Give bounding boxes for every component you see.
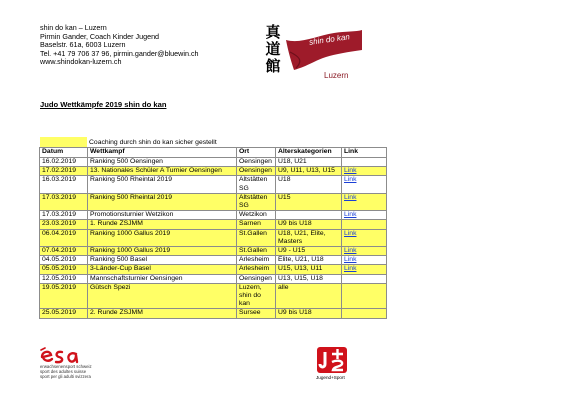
events-table [39, 147, 387, 319]
cell-date: 16.02.2019 [40, 158, 88, 167]
logo-kanji [262, 24, 284, 75]
event-link[interactable]: Link [344, 211, 357, 219]
table-row [40, 309, 387, 318]
cell-date: 07.04.2019 [40, 247, 88, 256]
cell-date: 04.05.2019 [40, 256, 88, 265]
logo-kanji-2: 道 [265, 40, 281, 58]
cell-event: 13. Nationales Schüler A Turnier Oensingen [88, 167, 237, 176]
page-title: Judo Wettkämpfe 2019 shin do kan [40, 100, 167, 109]
table-row [40, 265, 387, 274]
contact-name: shin do kan – Luzern [40, 23, 107, 32]
jugend-sport-label: Jugend+Sport [316, 375, 345, 380]
esa-subtitle-fr: sport des adultes suisse [40, 368, 87, 374]
cell-place: Sursee [237, 309, 276, 318]
table-row [40, 167, 387, 176]
cell-event: 3-Länder-Cup Basel [88, 265, 237, 274]
cell-place: Wetzikon [237, 211, 276, 220]
table-row [40, 274, 387, 283]
header-date: Datum [40, 148, 88, 158]
logo-kanji-3: 館 [265, 57, 281, 75]
cell-date: 16.03.2019 [40, 176, 88, 193]
logo-kanji-1: 真 [265, 23, 281, 41]
logo-banner-text: shin do kan [308, 32, 351, 47]
cell-place: Altstätten SG [237, 193, 276, 210]
cell-date: 17.02.2019 [40, 167, 88, 176]
cell-link [342, 158, 387, 167]
table-row [40, 256, 387, 265]
cell-date: 17.03.2019 [40, 193, 88, 210]
cell-event: Ranking 500 Rheintal 2019 [88, 193, 237, 210]
event-link[interactable]: Link [344, 167, 357, 175]
cell-place: Oensingen [237, 158, 276, 167]
cell-ages: U18, U21 [276, 158, 342, 167]
shin-do-kan-logo [262, 22, 362, 84]
cell-event: 1. Runde ZSJMM [88, 220, 237, 229]
event-link[interactable]: Link [344, 193, 357, 201]
table-row [40, 247, 387, 256]
logo-city: Luzern [324, 71, 349, 80]
cell-event: Ranking 500 Basel [88, 256, 237, 265]
contact-phone-email: Tel. +41 79 706 37 96, pirmin.gander@bluewin.ch [40, 48, 199, 58]
table-row [40, 158, 387, 167]
cell-ages [276, 211, 342, 220]
jugend-sport-logo [316, 346, 348, 382]
cell-date: 25.05.2019 [40, 309, 88, 318]
cell-place: Arlesheim [237, 256, 276, 265]
cell-place: Sarnen [237, 220, 276, 229]
cell-link [342, 274, 387, 283]
cell-event: 2. Runde ZSJMM [88, 309, 237, 318]
esa-subtitle [40, 365, 92, 379]
cell-date: 19.05.2019 [40, 283, 88, 309]
table-row [40, 220, 387, 229]
cell-place: Altstätten SG [237, 176, 276, 193]
esa-subtitle-it: sport per gli adulti svizzera [40, 373, 91, 379]
cell-ages: U9 bis U18 [276, 309, 342, 318]
cell-ages: U9 bis U18 [276, 220, 342, 229]
legend-label: Coaching durch shin do kan sicher gestellt [89, 139, 217, 146]
contact-coach: Pirmin Gander, Coach Kinder Jugend [40, 31, 160, 41]
cell-ages: Elite, U21, U18 [276, 256, 342, 265]
cell-link [342, 167, 387, 176]
cell-link [342, 309, 387, 318]
cell-event: Ranking 1000 Gallus 2019 [88, 229, 237, 246]
table-row [40, 193, 387, 210]
cell-link [342, 176, 387, 193]
table-row [40, 211, 387, 220]
cell-place: St.Gallen [237, 229, 276, 246]
esa-mark-icon [40, 347, 80, 365]
event-link[interactable]: Link [344, 229, 357, 237]
cell-event: Gütsch Spezi [88, 283, 237, 309]
header-link: Link [342, 148, 387, 158]
esa-subtitle-de: erwachsenensport schweiz [40, 364, 92, 369]
cell-ages: U9, U11, U13, U15 [276, 167, 342, 176]
table-row [40, 229, 387, 246]
cell-link [342, 247, 387, 256]
cell-ages: U15 [276, 193, 342, 210]
cell-ages: alle [276, 283, 342, 309]
event-link[interactable]: Link [344, 247, 357, 255]
cell-event: Ranking 500 Rheintal 2019 [88, 176, 237, 193]
cell-event: Ranking 1000 Gallus 2019 [88, 247, 237, 256]
table-row [40, 176, 387, 193]
header-event: Wettkampf [88, 148, 237, 158]
cell-place: Luzern, shin do kan [237, 283, 276, 309]
cell-place: Oensingen [237, 274, 276, 283]
header-ages: Alterskategorien [276, 148, 342, 158]
cell-date: 12.05.2019 [40, 274, 88, 283]
cell-place: Oensingen [237, 167, 276, 176]
table-row [40, 283, 387, 309]
header-place: Ort [237, 148, 276, 158]
cell-link [342, 256, 387, 265]
table-header-row [40, 148, 387, 158]
cell-link [342, 220, 387, 229]
event-link[interactable]: Link [344, 256, 357, 264]
contact-website: www.shindokan-luzern.ch [40, 57, 122, 67]
cell-event: Ranking 500 Oensingen [88, 158, 237, 167]
cell-event: Mannschaftsturnier Oensingen [88, 274, 237, 283]
cell-place: Arlesheim [237, 265, 276, 274]
cell-date: 06.04.2019 [40, 229, 88, 246]
cell-link [342, 211, 387, 220]
esa-logo [40, 347, 100, 383]
cell-ages: U13, U15, U18 [276, 274, 342, 283]
cell-date: 23.03.2019 [40, 220, 88, 229]
cell-place: St.Gallen [237, 247, 276, 256]
cell-link [342, 229, 387, 246]
event-link[interactable]: Link [344, 265, 357, 273]
cell-link [342, 265, 387, 274]
cell-event: Promotionsturnier Wetzikon [88, 211, 237, 220]
cell-link [342, 283, 387, 309]
cell-ages: U18 [276, 176, 342, 193]
event-link[interactable]: Link [344, 176, 357, 184]
contact-block [40, 24, 199, 67]
cell-ages: U9 - U15 [276, 247, 342, 256]
cell-ages: U18, U21, Elite, Masters [276, 229, 342, 246]
cell-date: 05.05.2019 [40, 265, 88, 274]
cell-date: 17.03.2019 [40, 211, 88, 220]
cell-ages: U15, U13, U11 [276, 265, 342, 274]
contact-address: Baselstr. 61a, 6003 Luzern [40, 40, 126, 50]
jugend-sport-mark-icon [316, 346, 348, 374]
cell-link [342, 193, 387, 210]
